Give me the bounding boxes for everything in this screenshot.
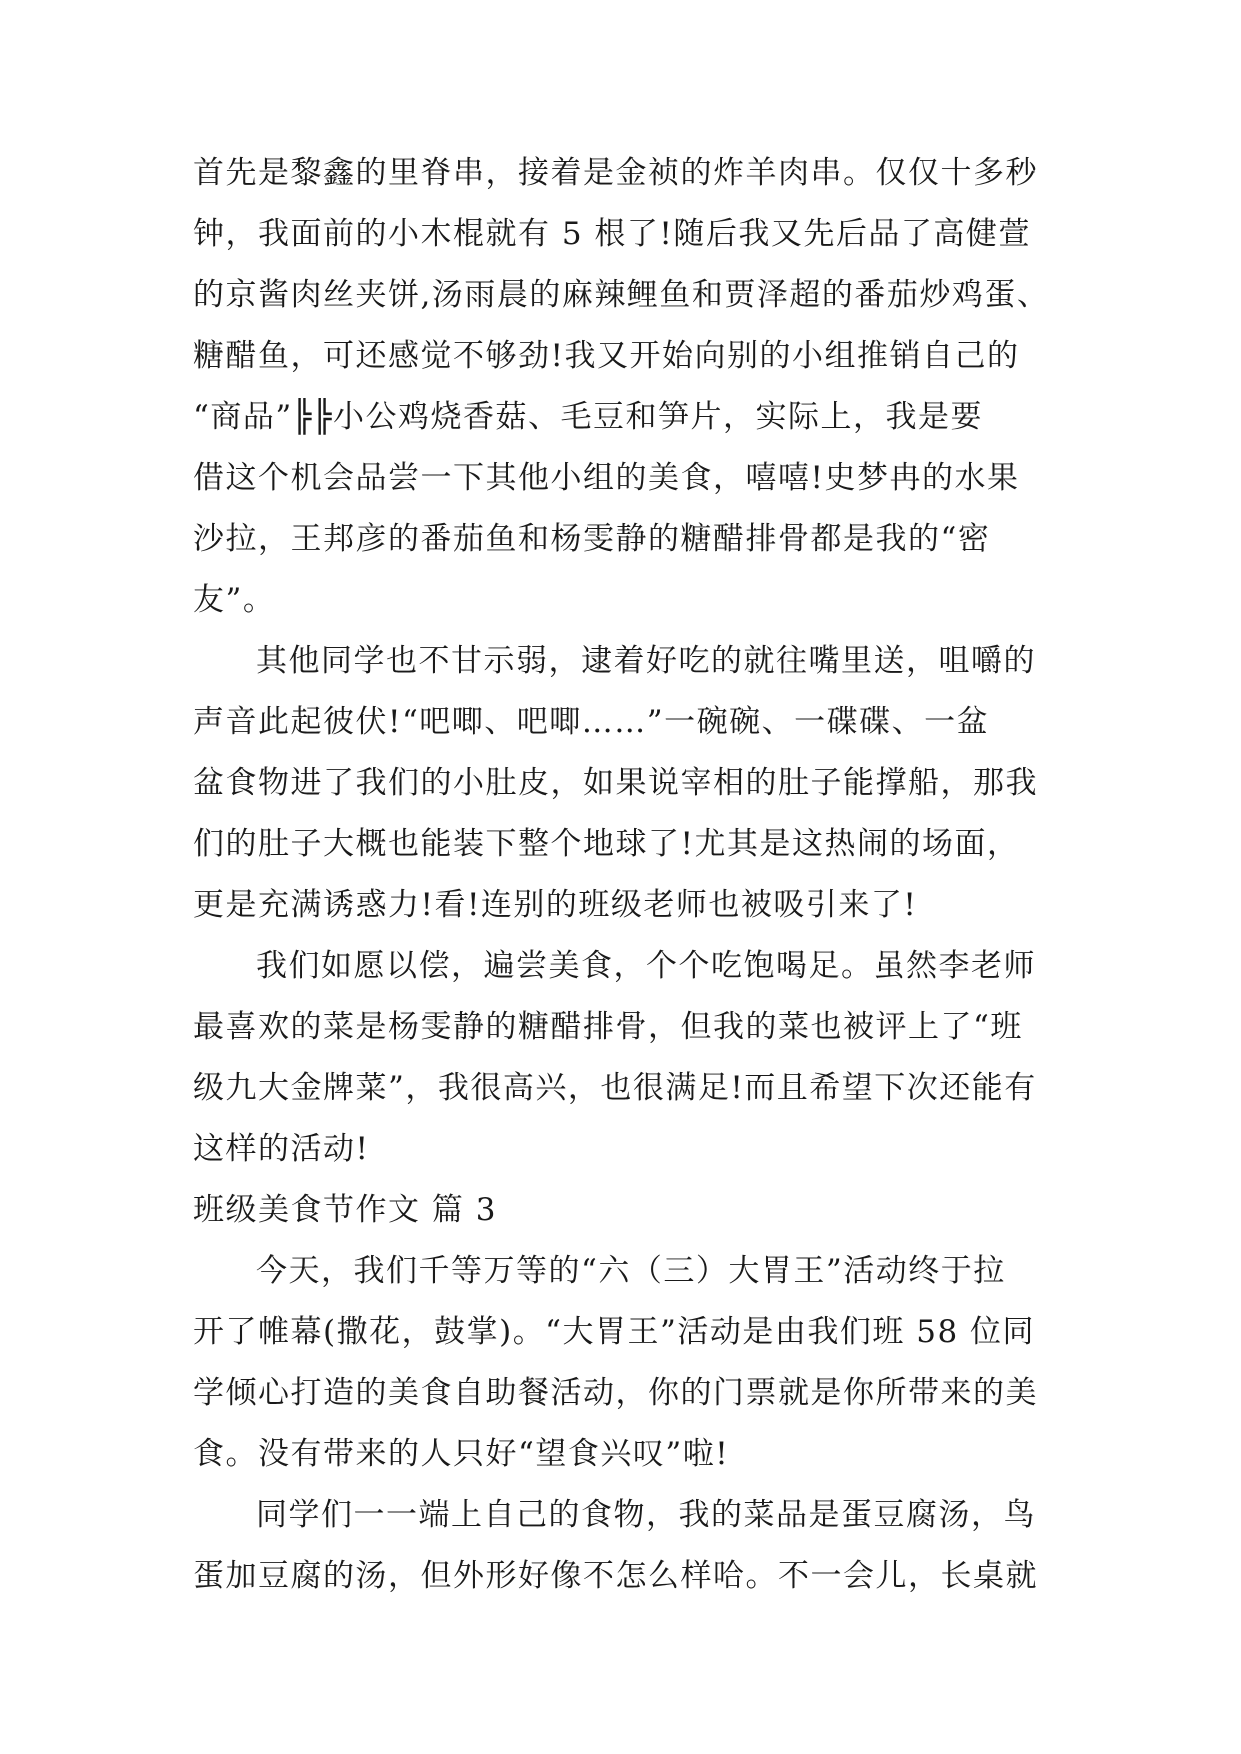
text-line: 的京酱肉丝夹饼,汤雨晨的麻辣鲤鱼和贾泽超的番茄炒鸡蛋、	[193, 277, 1050, 313]
text-line: 友”。	[193, 582, 276, 618]
text-line: 借这个机会品尝一下其他小组的美食，嘻嘻!史梦冉的水果	[193, 460, 1020, 496]
text-line: 更是充满诱惑力!看!连别的班级老师也被吸引来了!	[193, 887, 918, 923]
text-line: 最喜欢的菜是杨雯静的糖醋排骨，但我的菜也被评上了“班	[193, 1009, 1023, 1045]
text-line: 蛋加豆腐的汤，但外形好像不怎么样哈。不一会儿，长桌就	[193, 1558, 1038, 1594]
text-line: 级九大金牌菜”，我很高兴，也很满足!而且希望下次还能有	[193, 1070, 1037, 1106]
text-line: 们的肚子大概也能装下整个地球了!尤其是这热闹的场面，	[193, 826, 1020, 862]
text-line: 糖醋鱼，可还感觉不够劲!我又开始向别的小组推销自己的	[193, 338, 1020, 374]
text-line: 学倾心打造的美食自助餐活动，你的门票就是你所带来的美	[193, 1375, 1038, 1411]
text-line: 盆食物进了我们的小肚皮，如果说宰相的肚子能撑船，那我	[193, 765, 1038, 801]
text-line: 钟，我面前的小木棍就有 5 根了!随后我又先后品了高健萱	[193, 216, 1031, 252]
paragraph-first-line: 我们如愿以偿，遍尝美食，个个吃饱喝足。虽然李老师	[256, 948, 1036, 984]
paragraph-first-line: 其他同学也不甘示弱，逮着好吃的就往嘴里送，咀嚼的	[256, 643, 1036, 679]
paragraph-first-line: 同学们一一端上自己的食物，我的菜品是蛋豆腐汤，鸟	[256, 1497, 1036, 1533]
text-line: 沙拉，王邦彦的番茄鱼和杨雯静的糖醋排骨都是我的“密	[193, 521, 991, 557]
text-line: 声音此起彼伏!“吧唧、吧唧……”一碗碗、一碟碟、一盆	[193, 704, 990, 740]
paragraph-first-line: 今天，我们千等万等的“六（三）大胃王”活动终于拉	[256, 1253, 1006, 1289]
text-line: 食。没有带来的人只好“望食兴叹”啦!	[193, 1436, 730, 1472]
section-heading: 班级美食节作文 篇 3	[193, 1192, 497, 1228]
text-line: “商品”╠╠小公鸡烧香菇、毛豆和笋片，实际上，我是要	[193, 399, 984, 435]
text-line: 首先是黎鑫的里脊串，接着是金祯的炸羊肉串。仅仅十多秒	[193, 155, 1038, 191]
text-line: 这样的活动!	[193, 1131, 370, 1167]
text-line: 开了帷幕(撒花，鼓掌)。“大胃王”活动是由我们班 58 位同	[193, 1314, 1036, 1350]
